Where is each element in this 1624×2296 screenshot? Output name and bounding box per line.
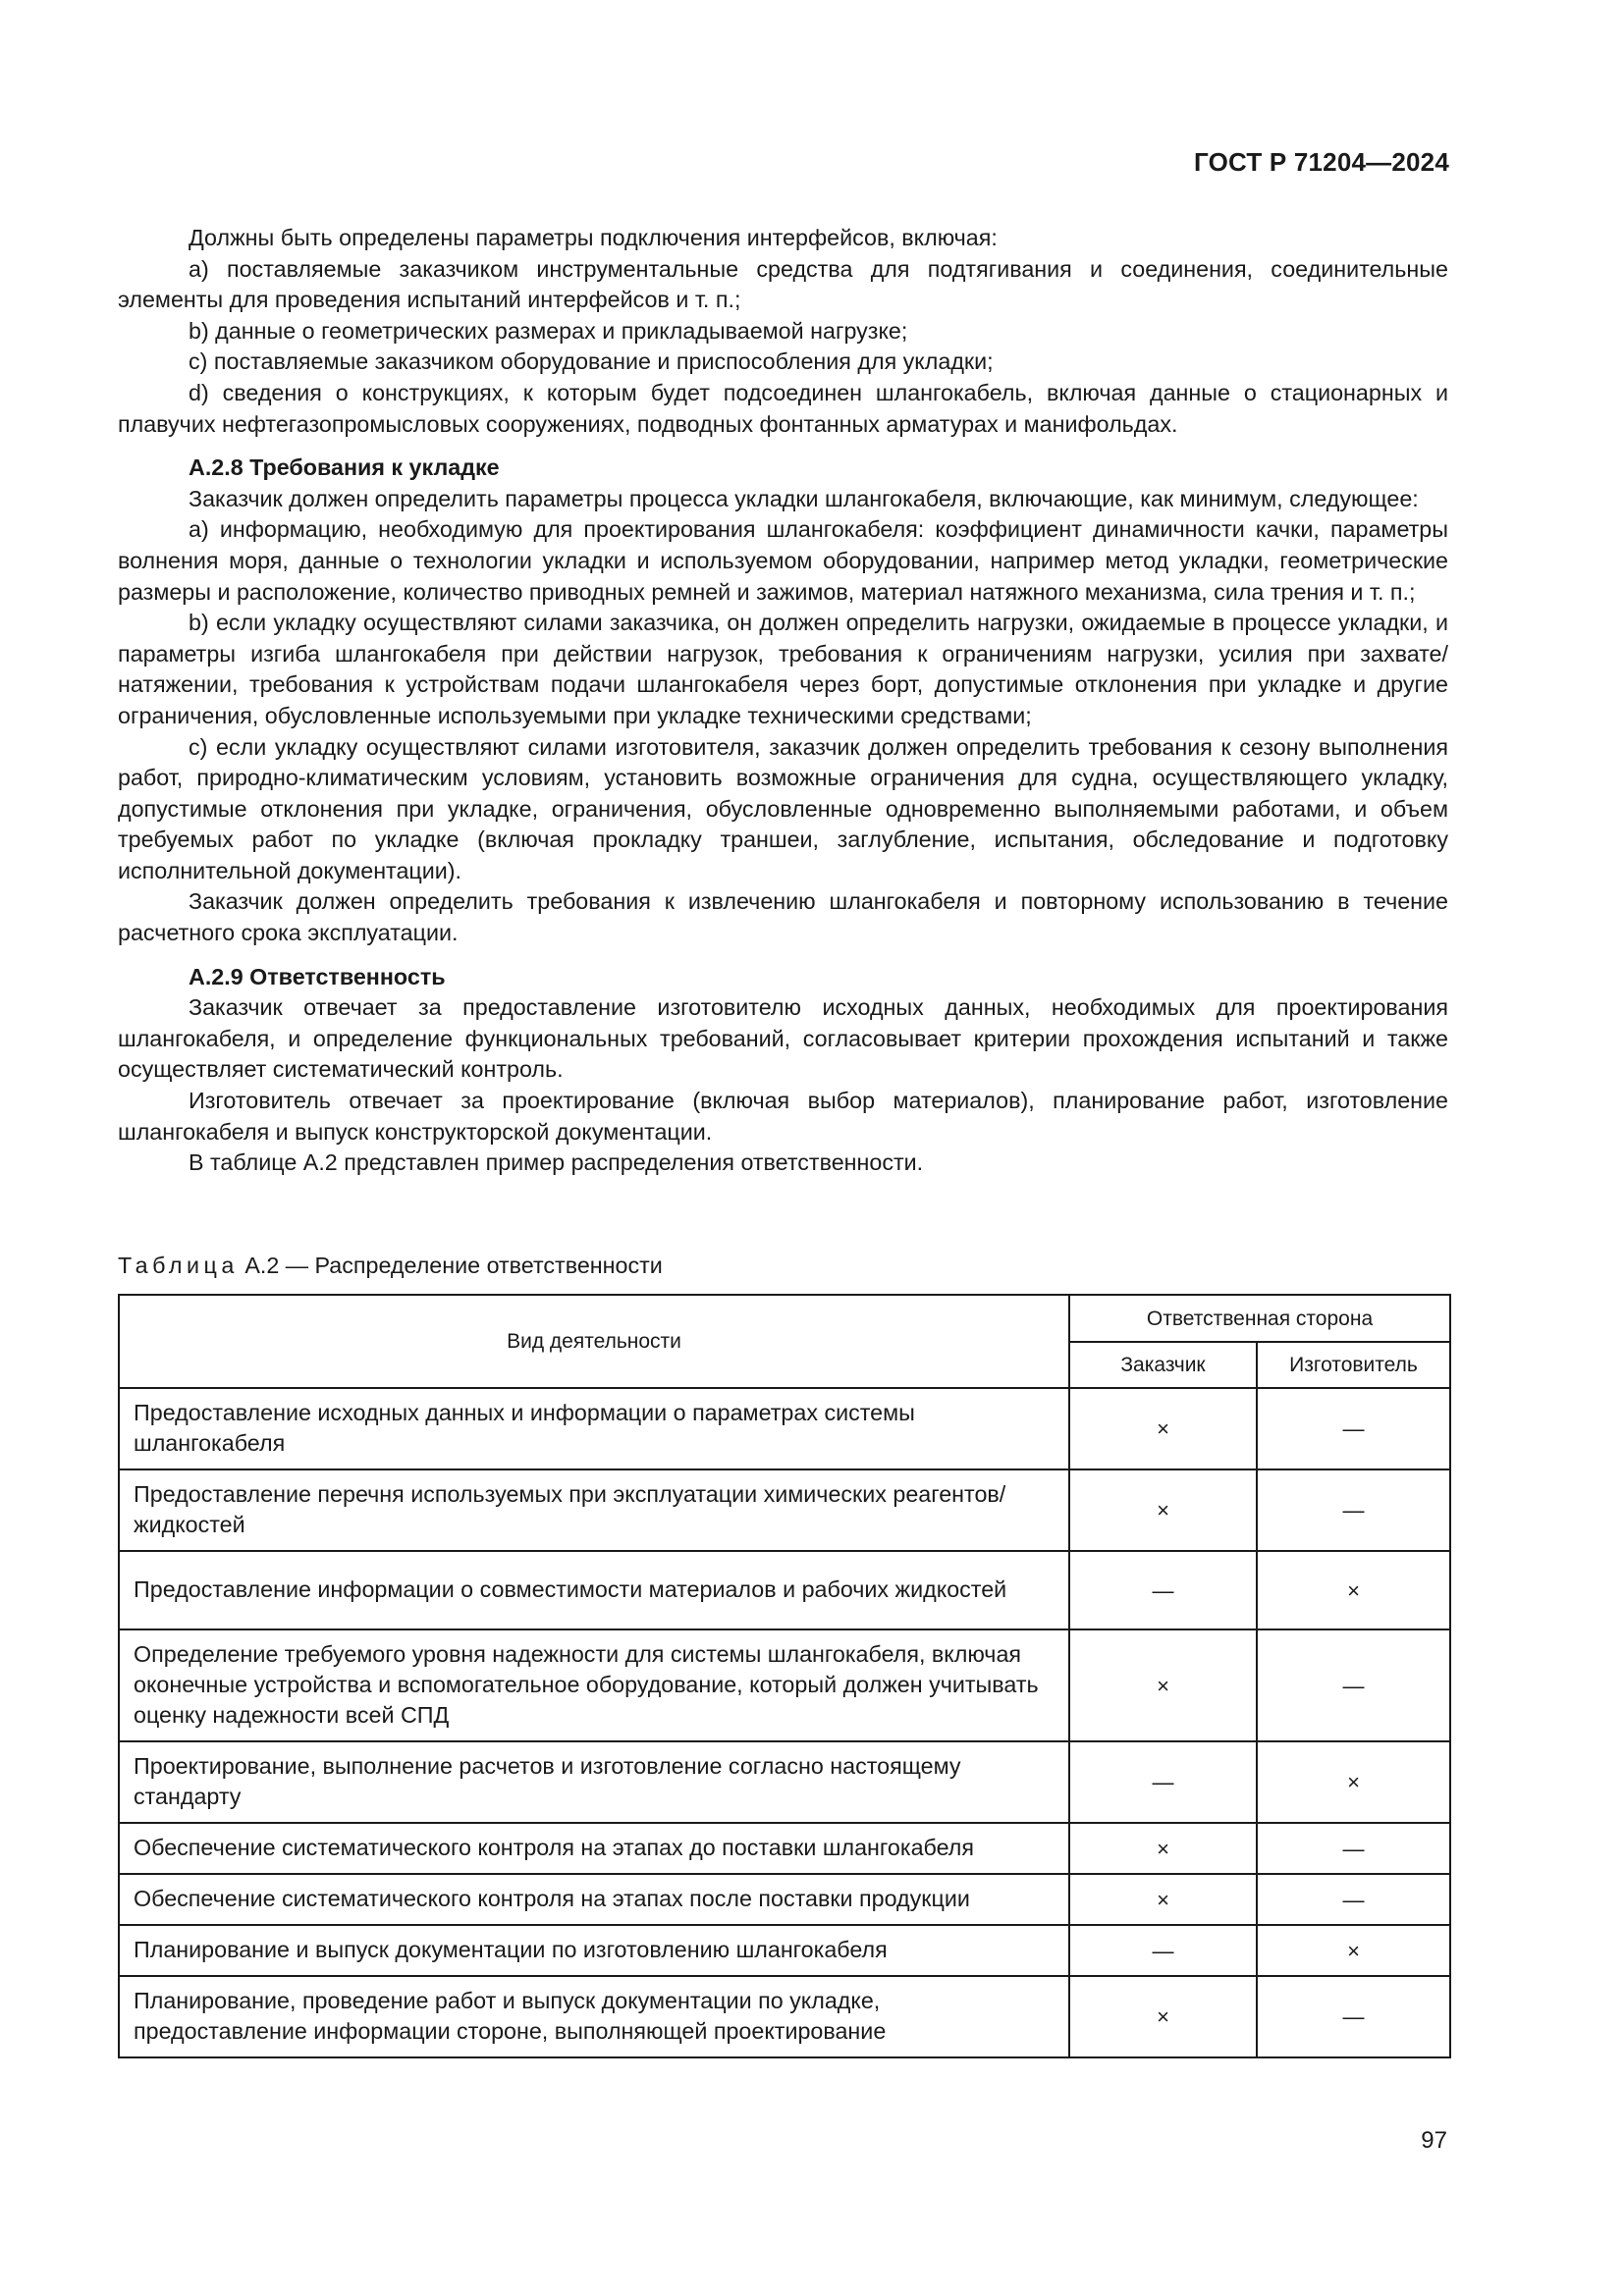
activity-cell: Обеспечение систематического контроля на этапах до поставки шлангокабеля [119, 1823, 1069, 1874]
customer-cell: × [1069, 1976, 1257, 2057]
manufacturer-cell: — [1257, 1388, 1450, 1469]
paragraph-laying-item-a: а) информацию, необходимую для проектирования шлангокабеля: коэффициент динамичности качки, параметры волнения моря, данные о технологии укладки и используемом оборудовании, например метод укладки, геометрические размеры и расположение, количество приводных ремней и зажимов, материал натяжного механизма, сила трения и т. п.; [118, 516, 1448, 605]
paragraph-laying-item-c: c) если укладку осуществляют силами изготовителя, заказчик должен определить требования к сезону выполнения работ, природно-климатическим условиям, установить возможные ограничения для судна, осуществляющего укладку, допустимые отклонения при укладке, ограничения, обусловленные одновременно выполняемыми работами, и объем требуемых работ по укладке (включая прокладку траншеи, заглубление, испытания, обследование и подготовку исполнительной документации). [118, 733, 1448, 883]
manufacturer-cell: × [1257, 1741, 1450, 1823]
activity-cell: Предоставление исходных данных и информации о параметрах системы шлангокабеля [119, 1388, 1069, 1469]
activity-cell: Планирование и выпуск документации по изготовлению шлангокабеля [119, 1925, 1069, 1976]
table-row [119, 1551, 1450, 1629]
table-row [119, 1388, 1450, 1469]
customer-cell: — [1069, 1551, 1257, 1629]
document-code: ГОСТ Р 71204—2024 [1194, 147, 1449, 177]
manufacturer-cell: — [1257, 1823, 1450, 1874]
activity-cell: Проектирование, выполнение расчетов и изготовление согласно настоящему стандарту [119, 1741, 1069, 1823]
activity-cell: Предоставление информации о совместимости материалов и рабочих жидкостей [119, 1551, 1069, 1629]
table-caption-label: Таблица [118, 1253, 239, 1278]
table-row [119, 1469, 1450, 1551]
customer-cell: × [1069, 1469, 1257, 1551]
paragraph-interfaces-intro: Должны быть определены параметры подключения интерфейсов, включая: [189, 225, 998, 250]
table-row [119, 1629, 1450, 1741]
header-customer: Заказчик [1069, 1342, 1257, 1388]
activity-cell: Предоставление перечня используемых при эксплуатации химических реагентов/жидкостей [119, 1469, 1069, 1551]
table-row [119, 1741, 1450, 1823]
manufacturer-cell: — [1257, 1629, 1450, 1741]
manufacturer-cell: — [1257, 1976, 1450, 2057]
header-manufacturer: Изготовитель [1257, 1342, 1450, 1388]
header-responsible-party: Ответственная сторона [1069, 1295, 1450, 1342]
customer-cell: — [1069, 1741, 1257, 1823]
paragraph-item-b-geometry: b) данные о геометрических размерах и прикладываемой нагрузке; [189, 317, 908, 344]
paragraph-table-reference: В таблице А.2 представлен пример распределения ответственности. [189, 1149, 924, 1176]
activity-cell: Определение требуемого уровня надежности для системы шлангокабеля, включая оконечные устройства и вспомогательное оборудование, который должен учитывать оценку надежности всей СПД [119, 1629, 1069, 1741]
customer-cell: — [1069, 1925, 1257, 1976]
table-caption-title: А.2 — Распределение ответственности [238, 1253, 663, 1278]
paragraph-item-a-tools: а) поставляемые заказчиком инструментальные средства для подтягивания и соединения, соединительные элементы для проведения испытаний интерфейсов и т. п.; [118, 255, 1448, 313]
section-heading-a-2-9: А.2.9 Ответственность [189, 963, 446, 989]
manufacturer-cell: — [1257, 1469, 1450, 1551]
body-text [118, 223, 1448, 1179]
customer-cell: × [1069, 1874, 1257, 1925]
page-number: 97 [1421, 2127, 1447, 2154]
table-row [119, 1925, 1450, 1976]
paragraph-laying-item-b: b) если укладку осуществляют силами заказчика, он должен определить нагрузки, ожидаемые в процессе укладки, и параметры изгиба шлангокабеля при действии нагрузок, требования к ограничениям нагрузки, усилия при захвате/натяжении, требования к устройствам подачи шлангокабеля через борт, допустимые отклонения при укладке и другие ограничения, обусловленные используемыми при укладке техническими средствами; [118, 610, 1448, 728]
activity-cell: Планирование, проведение работ и выпуск документации по укладке, предоставление информации стороне, выполняющей проектирование [119, 1976, 1069, 2057]
paragraph-laying-intro: Заказчик должен определить параметры процесса укладки шлангокабеля, включающие, как минимум, следующее: [189, 485, 1419, 511]
table-caption [118, 1253, 663, 1279]
customer-cell: × [1069, 1629, 1257, 1741]
manufacturer-cell: — [1257, 1874, 1450, 1925]
paragraph-laying-recovery: Заказчик должен определить требования к извлечению шлангокабеля и повторному использованию в течение расчетного срока эксплуатации. [118, 888, 1448, 946]
table-row [119, 1976, 1450, 2057]
table-row [119, 1874, 1450, 1925]
customer-cell: × [1069, 1823, 1257, 1874]
paragraph-manufacturer-responsibility: Изготовитель отвечает за проектирование (включая выбор материалов), планирование работ, изготовление шлангокабеля и выпуск конструкторской документации. [118, 1088, 1448, 1145]
activity-cell: Обеспечение систематического контроля на этапах после поставки продукции [119, 1874, 1069, 1925]
customer-cell: × [1069, 1388, 1257, 1469]
manufacturer-cell: × [1257, 1925, 1450, 1976]
table-header-row [119, 1295, 1450, 1342]
manufacturer-cell: × [1257, 1551, 1450, 1629]
section-heading-a-2-8: А.2.8 Требования к укладке [189, 454, 500, 481]
paragraph-item-c-equipment: c) поставляемые заказчиком оборудование и приспособления для укладки; [189, 348, 994, 375]
paragraph-customer-responsibility: Заказчик отвечает за предоставление изготовителю исходных данных, необходимых для проектирования шлангокабеля, и определение функциональных требований, согласовывает критерии прохождения испытаний и также осуществляет систематический контроль. [118, 994, 1448, 1083]
responsibility-table [118, 1294, 1451, 2058]
table-row [119, 1823, 1450, 1874]
header-activity: Вид деятельности [119, 1295, 1069, 1388]
paragraph-item-d-structures: d) сведения о конструкциях, к которым будет подсоединен шлангокабель, включая данные о стационарных и плавучих нефтегазопромысловых сооружениях, подводных фонтанных арматурах и манифольдах. [118, 379, 1448, 437]
